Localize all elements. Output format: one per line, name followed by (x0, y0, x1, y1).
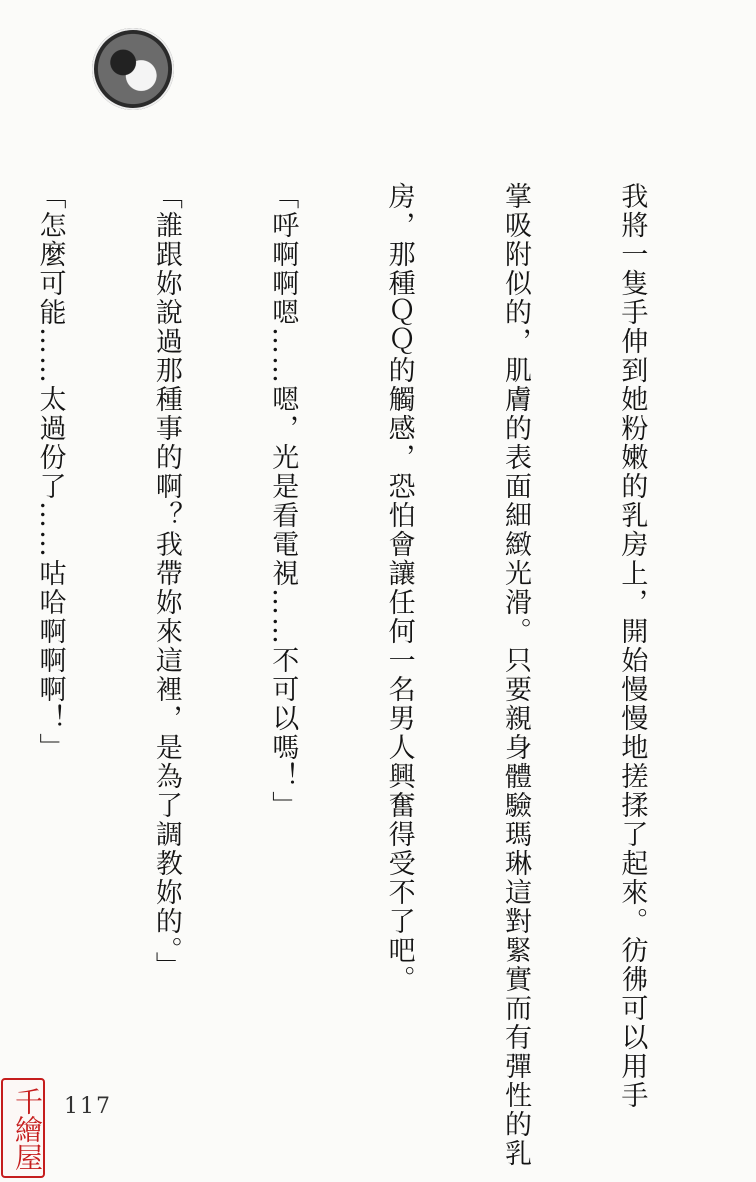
publisher-seal-stamp: 千繪屋 (1, 1078, 45, 1178)
text-line: 「誰跟妳說過那種事的啊？我帶妳來這裡，是為了調教妳的。」 (150, 182, 182, 981)
text-line: 房，那種ＱＱ的觸感，恐怕會讓任何一名男人興奮得受不了吧。 (383, 182, 415, 994)
page-number: 117 (64, 1094, 112, 1119)
text-line: 掌吸附似的，肌膚的表面細緻光滑。只要親身體驗瑪琳這對緊實而有彈性的乳 (500, 182, 532, 1168)
text-line: 「呼啊啊嗯……嗯，光是看電視……不可以嗎！」 (267, 182, 299, 820)
text-line: 我將一隻手伸到她粉嫩的乳房上，開始慢慢地搓揉了起來。彷彿可以用手 (616, 182, 648, 1110)
text-line: 「怎麼可能……太過份了……咕哈啊啊啊！」 (34, 182, 66, 762)
character-portrait-icon (92, 28, 174, 110)
